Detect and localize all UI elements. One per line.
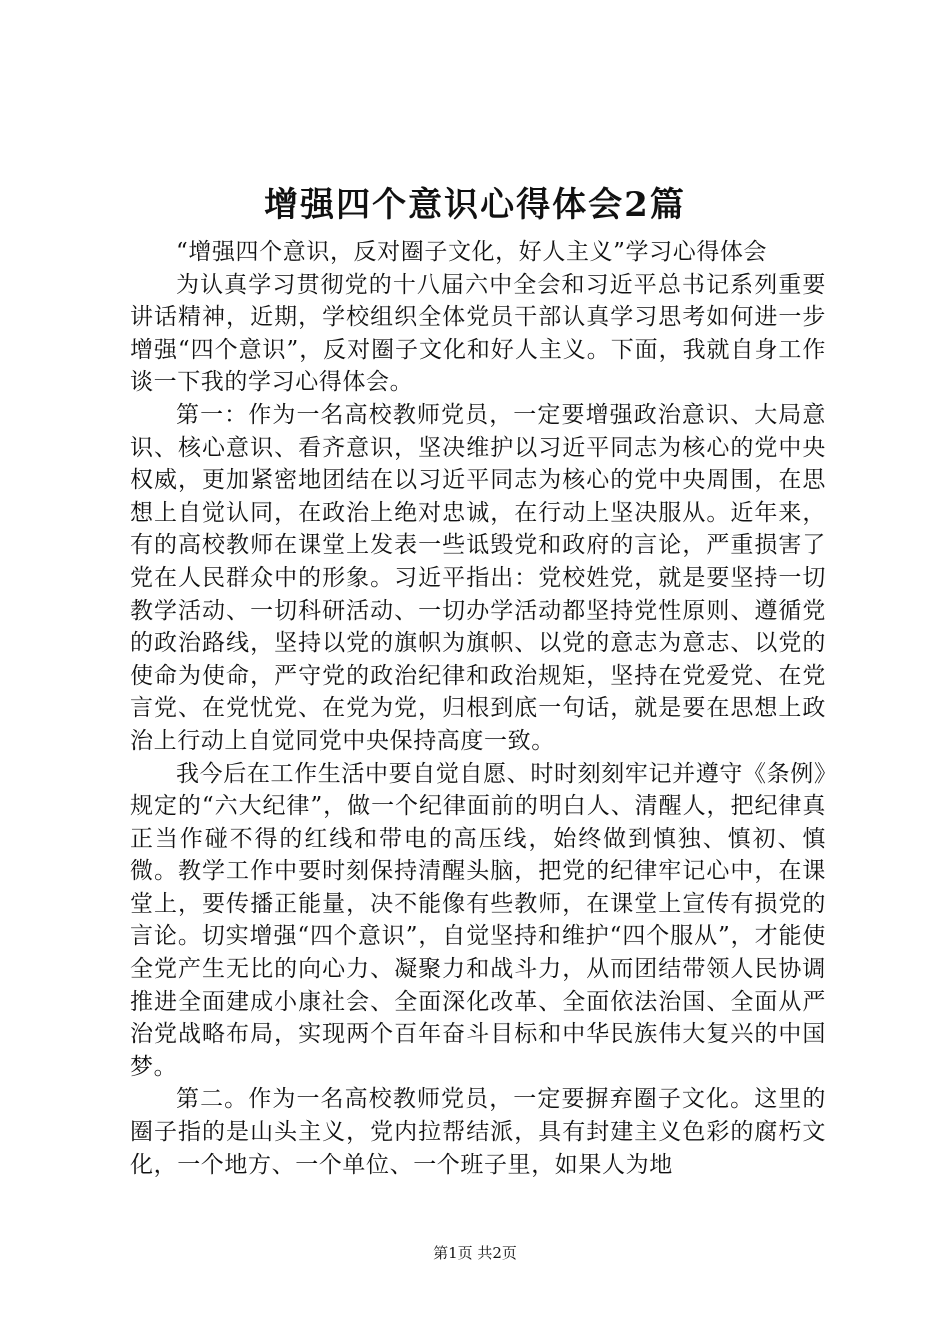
document-body bbox=[130, 236, 826, 1181]
page-footer: 第1页 共2页 bbox=[433, 1244, 517, 1262]
paragraph-second-point: 第二。作为一名高校教师党员，一定要摒弃圈子文化。这里的圈子指的是山头主义，党内拉帮结派，具有封建主义色彩的腐朽文化，一个地方、一个单位、一个班子里，如果人为地 bbox=[130, 1086, 826, 1178]
paragraph-discipline: 我今后在工作生活中要自觉自愿、时时刻刻牢记并遵守《条例》规定的“六大纪律”，做一个纪律面前的明白人、清醒人，把纪律真正当作碰不得的红线和带电的高压线，始终做到慎独、慎初、慎微。教学工作中要时刻保持清醒头脑，把党的纪律牢记心中，在课堂上，要传播正能量，决不能像有些教师，在课堂上宣传有损党的言论。切实增强“四个意识”，自觉坚持和维护“四个服从”，才能使全党产生无比的向心力、凝聚力和战斗力，从而团结带领人民协调推进全面建成小康社会、全面深化改革、全面依法治国、全面从严治党战略布局，实现两个百年奋斗目标和中华民族伟大复兴的中国梦。 bbox=[130, 760, 826, 1080]
paragraph-heading: “增强四个意识，反对圈子文化，好人主义”学习心得体会 bbox=[176, 239, 768, 265]
document-title: 增强四个意识心得体会2篇 bbox=[264, 185, 686, 225]
paragraph-intro: 为认真学习贯彻党的十八届六中全会和习近平总书记系列重要讲话精神，近期，学校组织全体党员干部认真学习思考如何进一步增强“四个意识”，反对圈子文化和好人主义。下面，我就自身工作谈一下我的学习心得体会。 bbox=[130, 271, 826, 396]
paragraph-first-point: 第一：作为一名高校教师党员，一定要增强政治意识、大局意识、核心意识、看齐意识，坚决维护以习近平同志为核心的党中央权威，更加紧密地团结在以习近平同志为核心的党中央周围，在思想上自觉认同，在政治上绝对忠诚，在行动上坚决服从。近年来，有的高校教师在课堂上发表一些诋毁党和政府的言论，严重损害了党在人民群众中的形象。习近平指出：党校姓党，就是要坚持一切教学活动、一切科研活动、一切办学活动都坚持党性原则、遵循党的政治路线，坚持以党的旗帜为旗帜、以党的意志为意志、以党的使命为使命，严守党的政治纪律和政治规矩，坚持在党爱党、在党言党、在党忧党、在党为党，归根到底一句话，就是要在思想上政治上行动上自觉同党中央保持高度一致。 bbox=[130, 401, 826, 754]
